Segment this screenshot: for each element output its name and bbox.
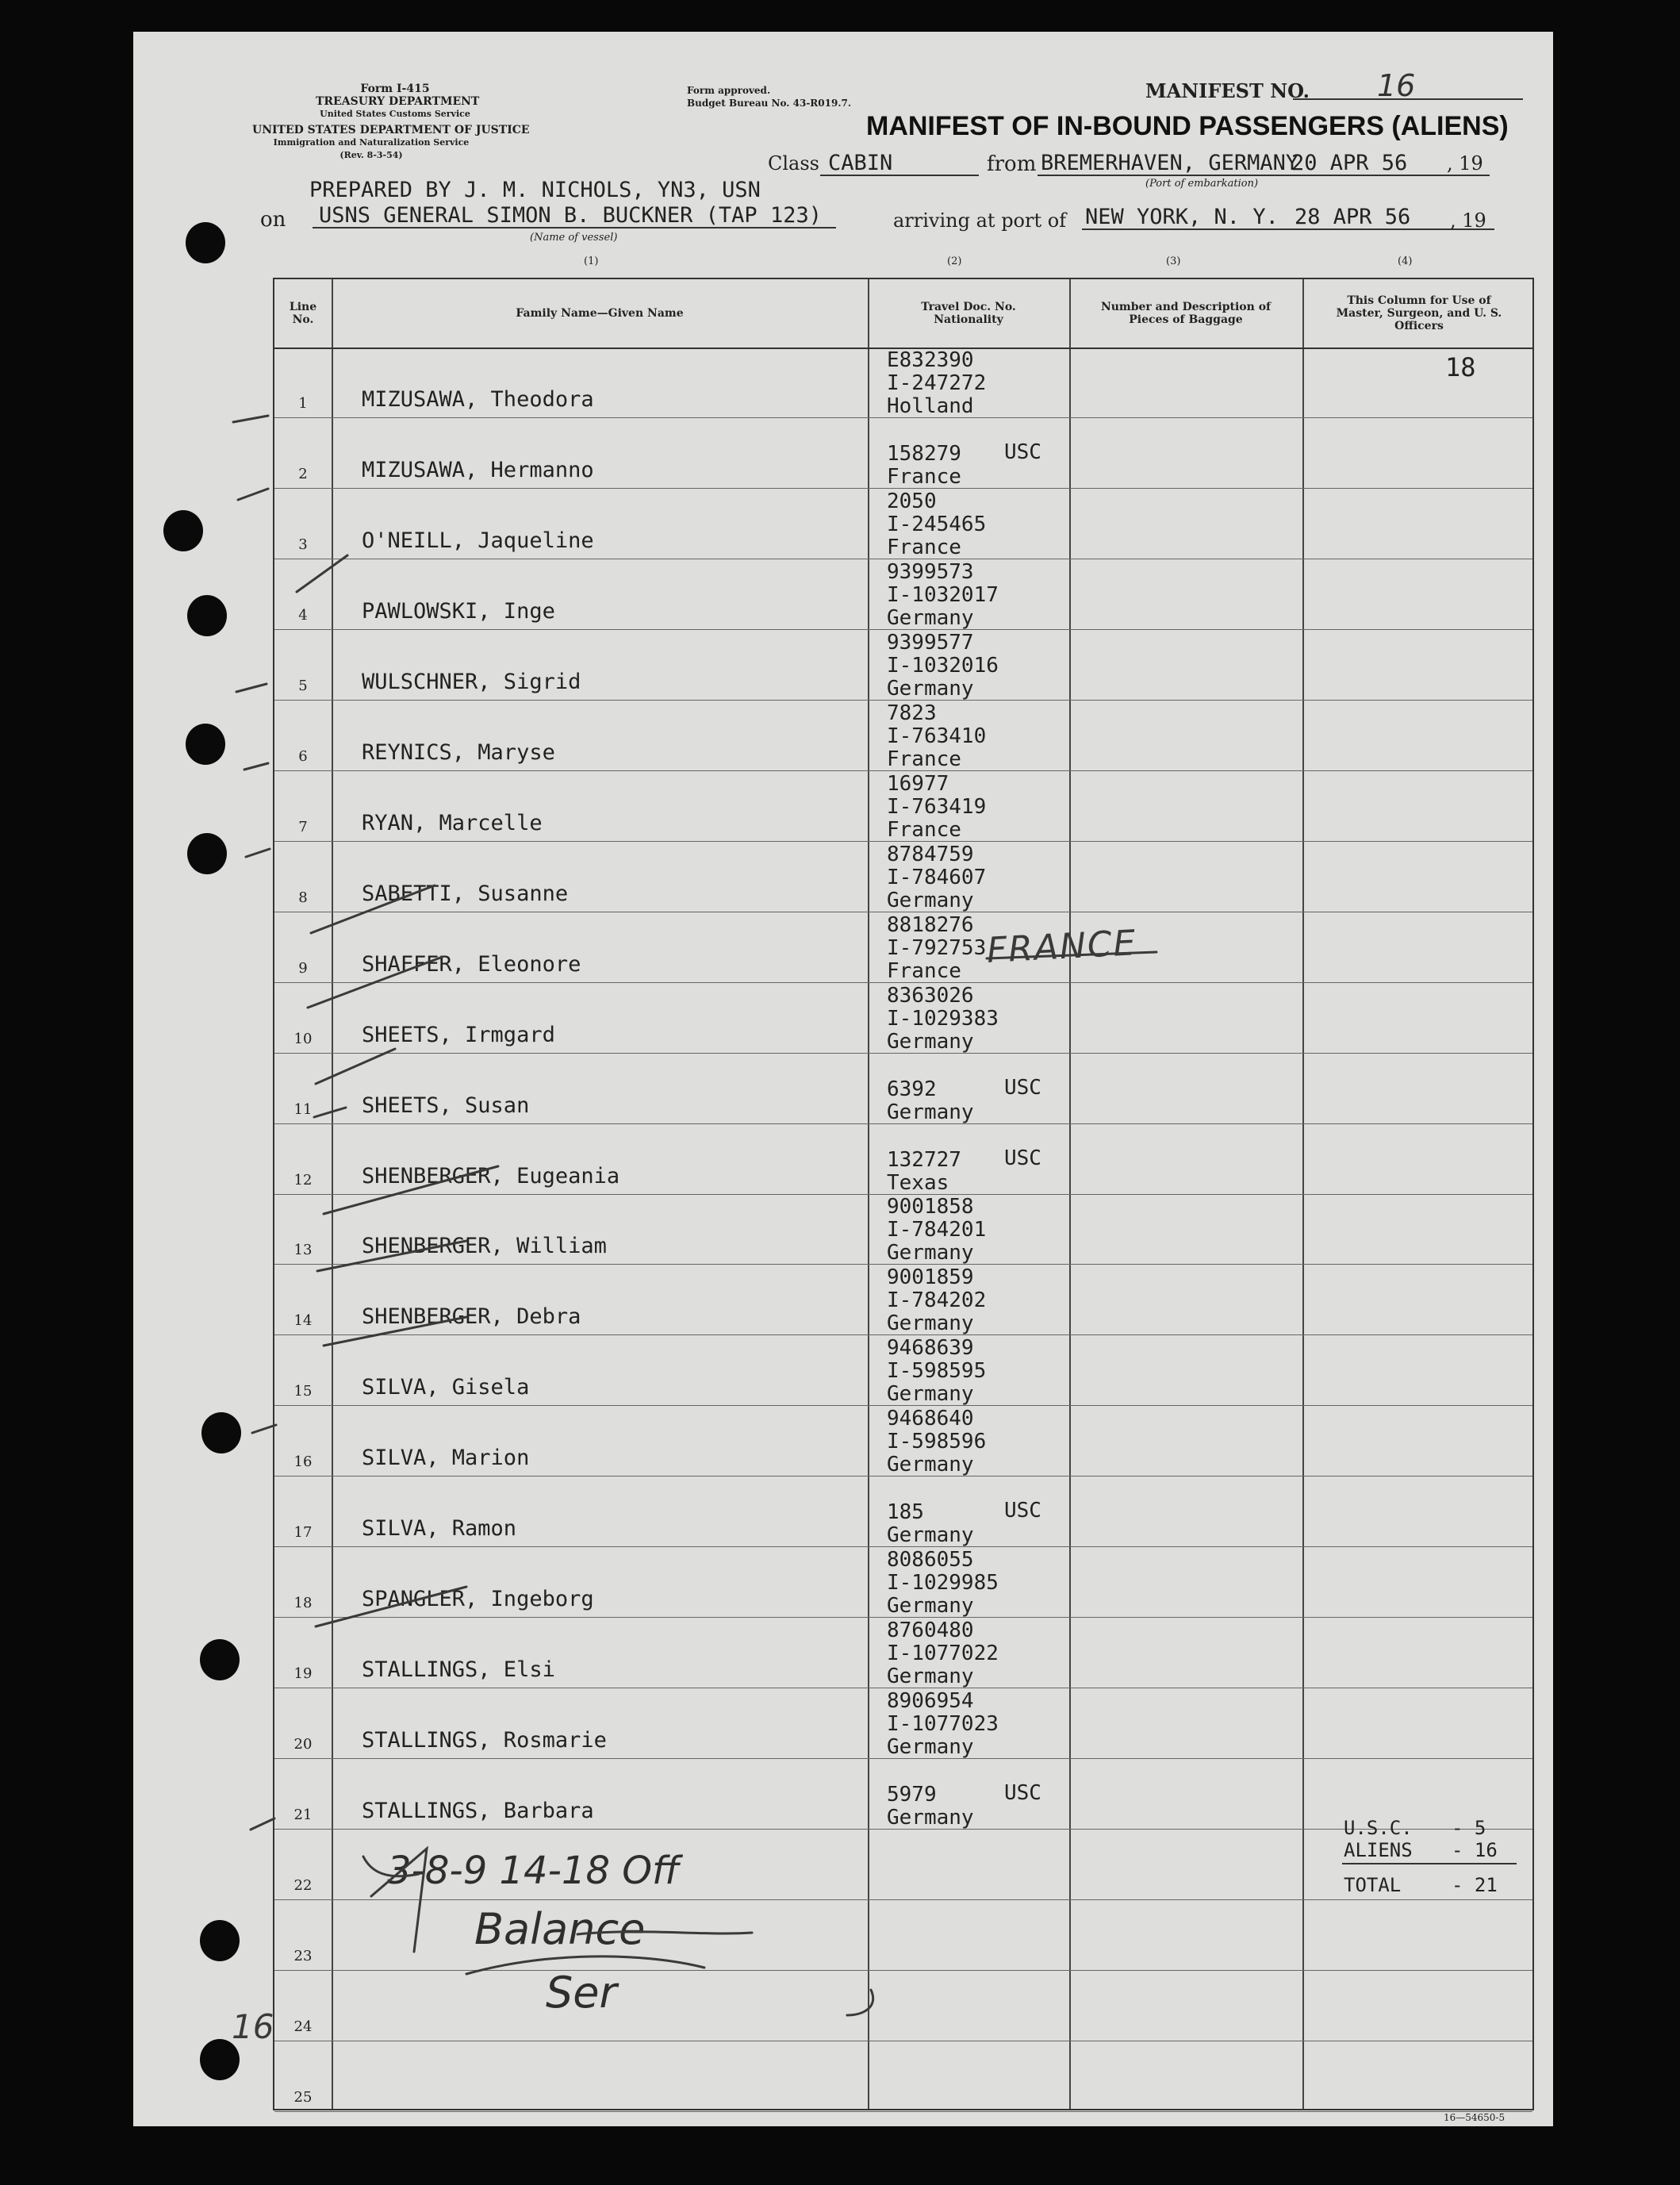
line-number: 24 <box>293 2018 313 2036</box>
travel-doc-line: 8818276 <box>887 912 974 937</box>
travel-doc-line: 6392 <box>887 1077 937 1101</box>
passenger-name: STALLINGS, Elsi <box>362 1657 555 1683</box>
on-label: on <box>260 208 286 232</box>
table-row <box>274 1477 1532 1547</box>
line-number: 8 <box>298 889 308 906</box>
travel-doc-line: I-784202 <box>887 1288 987 1313</box>
passenger-name: REYNICS, Maryse <box>362 739 555 765</box>
travel-doc-line: France <box>887 817 961 842</box>
col-number-4: (4) <box>1398 255 1413 267</box>
aliens-total-value: - 16 <box>1452 1839 1498 1861</box>
col-number-3: (3) <box>1166 255 1181 267</box>
travel-doc <box>887 1078 974 1124</box>
passenger-name: SABETTI, Susanne <box>362 881 569 906</box>
line-number: 14 <box>293 1312 313 1330</box>
france-correction-handwritten: FRANCE <box>985 923 1138 971</box>
class-label: Class <box>768 152 819 175</box>
port-embarkation-caption: (Port of embarkation) <box>1145 178 1259 190</box>
line-number: 19 <box>293 1665 313 1683</box>
line-number: 5 <box>298 677 308 694</box>
travel-doc-line: 158279 <box>887 441 961 466</box>
passenger-name: SILVA, Gisela <box>362 1375 530 1400</box>
travel-doc-line: Germany <box>887 888 974 912</box>
header-officers: This Column for Use of Master, Surgeon, and U. S. Officers <box>1336 294 1502 332</box>
vessel-name: USNS GENERAL SIMON B. BUCKNER (TAP 123) <box>319 203 822 228</box>
travel-doc-line: I-1029383 <box>887 1006 999 1031</box>
travel-doc-line: France <box>887 958 961 983</box>
vessel-caption: (Name of vessel) <box>530 232 618 244</box>
annotation-balance: Balance <box>474 1904 646 1954</box>
travel-doc-line: Germany <box>887 1665 974 1689</box>
travel-doc-line: I-784607 <box>887 865 987 889</box>
travel-doc <box>887 490 986 559</box>
travel-doc-line: Germany <box>887 1806 974 1830</box>
table-row <box>274 1547 1532 1618</box>
passenger-name: SHEETS, Irmgard <box>362 1022 555 1047</box>
line-number: 25 <box>293 2088 313 2106</box>
manifest-no-label: MANIFEST NO. <box>1145 79 1310 102</box>
arrival-underline <box>1082 228 1494 230</box>
annotation-note: 3-8-9 14-18 Off <box>387 1849 680 1893</box>
travel-doc-line: Germany <box>887 1029 974 1054</box>
passenger-name: STALLINGS, Rosmarie <box>362 1728 607 1753</box>
arrival-date: 28 APR 56 <box>1295 205 1411 229</box>
travel-doc-line: 185 <box>887 1500 924 1525</box>
table-row <box>274 418 1532 489</box>
arrival-year: , 19 <box>1450 209 1486 232</box>
margin-number-handwritten: 16 <box>232 2007 274 2046</box>
punch-hole <box>201 1412 241 1453</box>
travel-doc <box>887 985 999 1054</box>
travel-doc-line: 8784759 <box>887 842 974 866</box>
table-row <box>274 1195 1532 1265</box>
punch-hole <box>187 833 227 874</box>
from-date: 20 APR 56 <box>1291 151 1408 175</box>
table-row <box>274 2041 1532 2112</box>
header-baggage: Number and Description of Pieces of Baggage <box>1100 301 1272 326</box>
line-number: 12 <box>293 1171 313 1189</box>
travel-doc <box>887 1619 999 1688</box>
passenger-name: SHAFFER, Eleonore <box>362 951 581 977</box>
class-underline <box>820 175 979 176</box>
travel-doc-line: I-763419 <box>887 794 987 819</box>
line-number: 3 <box>298 536 308 553</box>
travel-doc-line: I-784201 <box>887 1218 987 1242</box>
ins-name: Immigration and Naturalization Service <box>273 137 470 148</box>
travel-doc-line: Germany <box>887 1523 974 1548</box>
form-code: 16—54650-5 <box>1444 2112 1505 2123</box>
line-number: 7 <box>298 818 308 835</box>
form-approved: Form approved. <box>687 85 771 96</box>
travel-doc-line: 8086055 <box>887 1548 974 1573</box>
travel-doc-line: 8760480 <box>887 1619 974 1643</box>
table-row <box>274 983 1532 1054</box>
travel-doc-line: Germany <box>887 1594 974 1619</box>
arrival-port: NEW YORK, N. Y. <box>1085 205 1279 229</box>
treasury-dept: TREASURY DEPARTMENT <box>316 95 480 108</box>
usc-marker: USC <box>1004 1499 1041 1523</box>
passenger-name: STALLINGS, Barbara <box>362 1799 594 1824</box>
travel-doc <box>887 914 986 983</box>
doj-block <box>252 124 530 162</box>
travel-doc-line: 9468639 <box>887 1336 974 1361</box>
table-row <box>274 771 1532 842</box>
travel-doc <box>887 443 961 489</box>
travel-doc-line: I-763410 <box>887 724 987 748</box>
travel-doc-line: I-598595 <box>887 1359 987 1384</box>
travel-doc-line: I-247272 <box>887 371 987 395</box>
table-row <box>274 1618 1532 1688</box>
form-number-block <box>316 83 480 121</box>
travel-doc-line: I-1032016 <box>887 653 999 678</box>
approval-block <box>687 84 851 109</box>
usc-marker: USC <box>1004 1075 1041 1100</box>
table-row <box>274 1054 1532 1124</box>
vessel-underline <box>313 227 836 228</box>
usc-marker: USC <box>1004 1781 1041 1806</box>
travel-doc-line: 2050 <box>887 489 937 513</box>
table-row <box>274 842 1532 912</box>
manifest-title: MANIFEST OF IN-BOUND PASSENGERS (ALIENS) <box>866 111 1509 141</box>
travel-doc <box>887 1784 974 1830</box>
travel-doc-line: E832390 <box>887 348 974 372</box>
travel-doc-line: Germany <box>887 676 974 701</box>
manifest-page <box>133 32 1553 2126</box>
travel-doc-line: 16977 <box>887 771 949 796</box>
usc-marker: USC <box>1004 1146 1041 1170</box>
form-revision: (Rev. 8-3-54) <box>339 150 403 160</box>
travel-doc <box>887 773 986 842</box>
table-row <box>274 1900 1532 1971</box>
header-travel-doc: Travel Doc. No. Nationality <box>921 301 1016 326</box>
travel-doc-line: 8906954 <box>887 1689 974 1714</box>
passenger-name: O'NEILL, Jaqueline <box>362 528 594 553</box>
travel-doc <box>887 1501 974 1547</box>
travel-doc <box>887 1149 961 1195</box>
table-row <box>274 1406 1532 1477</box>
travel-doc <box>887 349 986 418</box>
travel-doc-line: France <box>887 464 961 489</box>
travel-doc-line: 9399573 <box>887 559 974 584</box>
passenger-name: PAWLOWSKI, Inge <box>362 598 555 624</box>
punch-hole <box>187 595 227 636</box>
line-number: 13 <box>293 1242 313 1259</box>
header-line-no: Line No. <box>289 301 317 326</box>
travel-doc-line: 5979 <box>887 1783 937 1807</box>
passenger-name: SHENBERGER, Eugeania <box>362 1163 620 1189</box>
from-label: from <box>987 152 1037 176</box>
grand-total-label: TOTAL <box>1344 1874 1402 1896</box>
line-number: 20 <box>293 1736 313 1753</box>
punch-hole <box>186 724 225 765</box>
travel-doc <box>887 1266 986 1335</box>
totals-rule <box>1342 1863 1517 1864</box>
travel-doc <box>887 1690 999 1759</box>
from-underline <box>1038 175 1490 176</box>
form-number: Form I-415 <box>360 83 430 95</box>
punch-hole <box>186 222 225 263</box>
travel-doc <box>887 561 999 630</box>
travel-doc <box>887 1549 999 1618</box>
travel-doc-line: I-1029985 <box>887 1571 999 1596</box>
usc-total-value: - 5 <box>1452 1817 1486 1839</box>
travel-doc-line: France <box>887 747 961 771</box>
passenger-name: SILVA, Marion <box>362 1446 530 1471</box>
line-number: 4 <box>298 606 308 624</box>
travel-doc <box>887 1337 986 1406</box>
table-row <box>274 1688 1532 1759</box>
table-row <box>274 1335 1532 1406</box>
travel-doc-line: Texas <box>887 1170 949 1195</box>
line-number: 21 <box>293 1807 313 1824</box>
line-number: 22 <box>293 1877 313 1895</box>
travel-doc-line: I-792753 <box>887 935 987 960</box>
doj-name: UNITED STATES DEPARTMENT OF JUSTICE <box>252 124 530 136</box>
travel-doc <box>887 1407 986 1477</box>
from-year: , 19 <box>1447 152 1483 175</box>
travel-doc-line: Germany <box>887 1382 974 1407</box>
budget-bureau: Budget Bureau No. 43-R019.7. <box>687 98 852 109</box>
travel-doc-line: I-1077023 <box>887 1712 999 1737</box>
annotation-initials: Ser <box>546 1968 617 2018</box>
line-number: 2 <box>298 465 308 482</box>
travel-doc-line: Germany <box>887 1735 974 1760</box>
row-divider <box>274 2111 1532 2112</box>
travel-doc-line: 132727 <box>887 1147 961 1172</box>
travel-doc-line: 9001859 <box>887 1265 974 1290</box>
line-number: 6 <box>298 747 308 765</box>
customs-service: United States Customs Service <box>320 109 470 119</box>
from-port: BREMERHAVEN, GERMANY <box>1041 151 1299 175</box>
travel-doc-line: 9399577 <box>887 630 974 655</box>
passenger-table <box>273 278 1534 2110</box>
travel-doc-line: 9001858 <box>887 1195 974 1219</box>
passenger-name: WULSCHNER, Sigrid <box>362 669 581 694</box>
table-row <box>274 1124 1532 1195</box>
travel-doc-line: Germany <box>887 1241 974 1265</box>
travel-doc <box>887 843 986 912</box>
passenger-name: SHEETS, Susan <box>362 1092 530 1118</box>
travel-doc-line: Germany <box>887 1100 974 1124</box>
class-value: CABIN <box>828 151 893 175</box>
passenger-name: MIZUSAWA, Hermanno <box>362 457 594 482</box>
table-row <box>274 348 1532 418</box>
table-row <box>274 1265 1532 1335</box>
travel-doc-line: France <box>887 535 961 559</box>
travel-doc-line: Germany <box>887 605 974 630</box>
passenger-name: RYAN, Marcelle <box>362 810 543 835</box>
line-number: 23 <box>293 1948 313 1965</box>
travel-doc-line: Germany <box>887 1311 974 1336</box>
line-number: 10 <box>293 1030 313 1047</box>
travel-doc-line: I-1032017 <box>887 582 999 607</box>
punch-hole <box>163 510 203 551</box>
table-row <box>274 559 1532 630</box>
usc-marker: USC <box>1004 440 1041 464</box>
col-number-2: (2) <box>947 255 962 267</box>
travel-doc-line: Germany <box>887 1453 974 1477</box>
travel-doc-line: 7823 <box>887 701 937 725</box>
prepared-by: PREPARED BY J. M. NICHOLS, YN3, USN <box>309 178 761 202</box>
line-number: 16 <box>293 1453 313 1471</box>
travel-doc-line: I-598596 <box>887 1430 987 1454</box>
arriving-label: arriving at port of <box>893 209 1067 232</box>
header-family-name: Family Name—Given Name <box>516 307 684 320</box>
line-number: 18 <box>293 1595 313 1612</box>
travel-doc <box>887 1196 986 1265</box>
travel-doc-line: 8363026 <box>887 983 974 1008</box>
travel-doc <box>887 702 986 771</box>
aliens-total-label: ALIENS <box>1344 1839 1413 1861</box>
table-row <box>274 912 1532 983</box>
line-number: 11 <box>293 1100 313 1118</box>
grand-total-value: - 21 <box>1452 1874 1498 1896</box>
travel-doc-line: I-1077022 <box>887 1642 999 1666</box>
table-row <box>274 1971 1532 2041</box>
punch-hole <box>200 1639 240 1680</box>
manifest-no-handwritten: 16 <box>1377 68 1416 103</box>
passenger-name: SPANGLER, Ingeborg <box>362 1587 594 1612</box>
passenger-name: SILVA, Ramon <box>362 1516 517 1542</box>
line-number: 1 <box>298 394 308 412</box>
travel-doc-line: Holland <box>887 394 974 418</box>
travel-doc-line: 9468640 <box>887 1407 974 1431</box>
table-row <box>274 701 1532 771</box>
passenger-name: MIZUSAWA, Theodora <box>362 386 594 412</box>
line-number: 9 <box>298 959 308 977</box>
officer-count: 18 <box>1445 352 1476 382</box>
table-row <box>274 489 1532 559</box>
line-number: 15 <box>293 1383 313 1400</box>
travel-doc-line: I-245465 <box>887 512 987 536</box>
passenger-name: SHENBERGER, Debra <box>362 1304 581 1330</box>
table-row <box>274 630 1532 701</box>
punch-hole <box>200 1920 240 1961</box>
travel-doc <box>887 632 999 701</box>
usc-total-label: U.S.C. <box>1344 1817 1413 1839</box>
passenger-name: SHENBERGER, William <box>362 1234 607 1259</box>
line-number: 17 <box>293 1524 313 1542</box>
col-number-1: (1) <box>584 255 599 267</box>
